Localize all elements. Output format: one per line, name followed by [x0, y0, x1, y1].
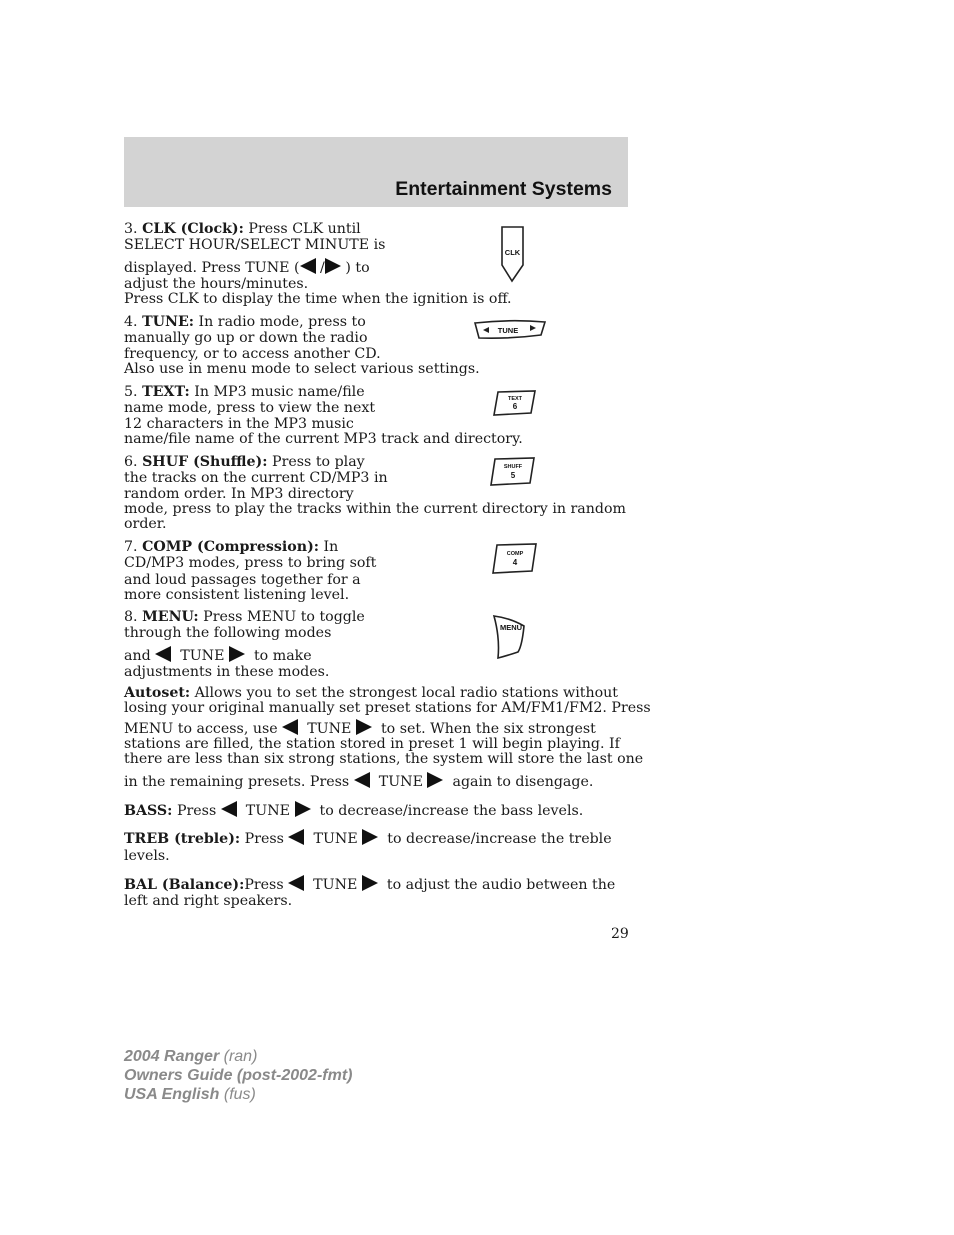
footer-line-3: USA English (fus)	[124, 1086, 256, 1103]
text-line-2: name mode, press to view the next	[124, 400, 376, 416]
shuf-line-2: the tracks on the current CD/MP3 in	[124, 470, 388, 486]
autoset-line-3: MENU to access, use TUNE to set. When the six strongest	[124, 721, 596, 737]
seek-left-icon	[155, 646, 171, 662]
seek-right-icon	[325, 258, 341, 274]
comp-line-1: 7. COMP (Compression): In	[124, 539, 339, 555]
tune-line-2: manually go up or down the radio	[124, 330, 368, 346]
seek-left-icon	[288, 875, 304, 891]
treb-line-1: TREB (treble): Press TUNE to decrease/increase the treble	[124, 831, 612, 847]
shuf-line-3: random order. In MP3 directory	[124, 486, 354, 502]
tune-line-1: 4. TUNE: In radio mode, press to	[124, 314, 366, 330]
shuf-preset-5-icon	[489, 456, 537, 487]
autoset-line-1: Autoset: Allows you to set the strongest local radio stations without	[124, 685, 618, 701]
tune-line-4: Also use in menu mode to select various settings.	[124, 361, 480, 377]
comp-preset-4-icon	[491, 542, 539, 575]
seek-right-icon	[362, 829, 378, 845]
text-line-1: 5. TEXT: In MP3 music name/file	[124, 384, 365, 400]
comp-line-3: and loud passages together for a	[124, 572, 361, 588]
menu-line-1: 8. MENU: Press MENU to toggle	[124, 609, 365, 625]
seek-left-icon	[282, 719, 298, 735]
text-line-3: 12 characters in the MP3 music	[124, 416, 354, 432]
comp-line-2: CD/MP3 modes, press to bring soft	[124, 555, 377, 571]
seek-right-icon	[295, 801, 311, 817]
autoset-line-4: stations are filled, the station stored in preset 1 will begin playing. If	[124, 736, 620, 752]
svg-text:COMP: COMP	[506, 551, 524, 557]
svg-text:CLK: CLK	[504, 248, 521, 257]
footer-line-1: 2004 Ranger (ran)	[124, 1048, 258, 1065]
svg-text:6: 6	[512, 402, 518, 411]
autoset-line-2: losing your original manually set preset stations for AM/FM1/FM2. Press	[124, 700, 651, 716]
footer-line-2: Owners Guide (post-2002-fmt)	[124, 1067, 353, 1084]
seek-right-icon	[362, 875, 378, 891]
text-line-4: name/file name of the current MP3 track and directory.	[124, 431, 523, 447]
clk-line-3: displayed. Press TUNE ( / ) to	[124, 260, 370, 276]
comp-line-4: more consistent listening level.	[124, 587, 350, 603]
svg-text:5: 5	[510, 471, 516, 480]
seek-left-icon	[354, 772, 370, 788]
autoset-line-6: in the remaining presets. Press TUNE again to disengage.	[124, 774, 594, 790]
svg-text:4: 4	[512, 558, 518, 567]
seek-left-icon	[300, 258, 316, 274]
menu-button-icon	[492, 614, 528, 660]
shuf-line-1: 6. SHUF (Shuffle): Press to play	[124, 454, 365, 470]
seek-left-icon	[221, 801, 237, 817]
svg-text:MENU: MENU	[499, 623, 523, 632]
seek-right-icon	[427, 772, 443, 788]
menu-line-2: through the following modes	[124, 625, 332, 641]
svg-text:SHUFF: SHUFF	[503, 464, 523, 470]
bal-line-2: left and right speakers.	[124, 893, 293, 909]
clk-line-5: Press CLK to display the time when the ignition is off.	[124, 291, 512, 307]
tune-line-3: frequency, or to access another CD.	[124, 346, 381, 362]
bal-line-1: BAL (Balance):Press TUNE to adjust the audio between the	[124, 877, 616, 893]
shuf-line-4: mode, press to play the tracks within the current directory in random	[124, 501, 626, 517]
svg-text:TEXT: TEXT	[507, 396, 523, 402]
page-title: Entertainment Systems	[395, 178, 612, 200]
footer	[124, 1047, 352, 1104]
page-number: 29	[611, 926, 629, 942]
clk-line-1: 3. CLK (Clock): Press CLK until	[124, 221, 361, 237]
menu-line-4: adjustments in these modes.	[124, 664, 330, 680]
clk-line-2: SELECT HOUR/SELECT MINUTE is	[124, 237, 386, 253]
autoset-line-5: there are less than six strong stations, the system will store the last one	[124, 751, 644, 767]
clk-line-4: adjust the hours/minutes.	[124, 276, 309, 292]
header-band	[124, 137, 628, 207]
treb-line-2: levels.	[124, 848, 170, 864]
text-preset-6-icon	[492, 389, 538, 417]
seek-right-icon	[356, 719, 372, 735]
svg-text:TUNE: TUNE	[497, 326, 519, 335]
seek-left-icon	[288, 829, 304, 845]
clk-button-icon	[500, 225, 526, 283]
bass-line-1: BASS: Press TUNE to decrease/increase the bass levels.	[124, 803, 584, 819]
seek-right-icon	[229, 646, 245, 662]
tune-rocker-icon	[473, 319, 547, 341]
menu-line-3: and TUNE to make	[124, 648, 312, 664]
shuf-line-5: order.	[124, 516, 167, 532]
